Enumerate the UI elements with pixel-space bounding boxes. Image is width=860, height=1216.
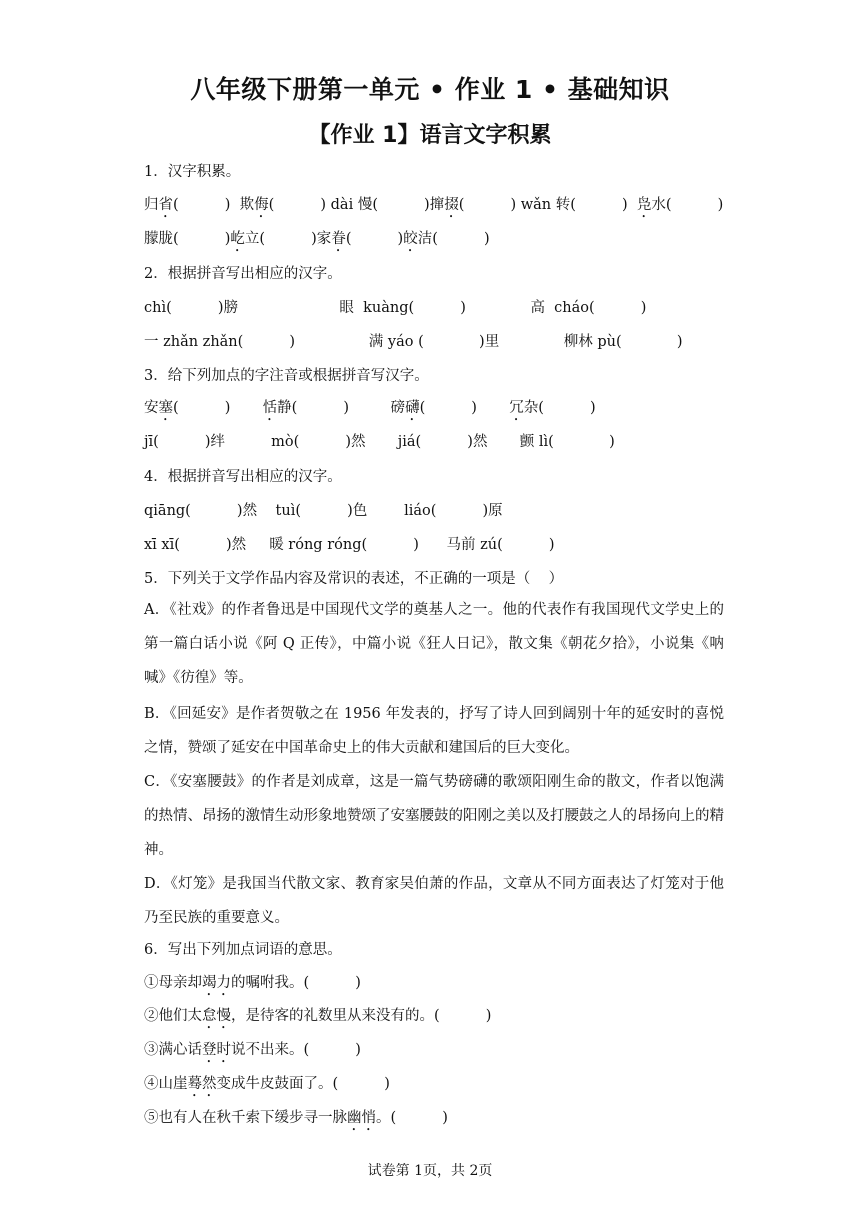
q4-row1: qiāng( )然 tuì( )色 liáo( )原 <box>144 503 503 519</box>
q3-prompt: 3．给下列加点的字注音或根据拼音写汉字。 <box>144 368 429 384</box>
q5-option-c: C．《安塞腰鼓》的作者是刘成章，这是一篇气势磅礴的歌颂阳刚生命的散文，作者以饱满的热情、昂扬的激情生动形象地赞颂了安塞腰鼓的阳刚之美以及打腰鼓之人的昂扬向上的精神。 <box>144 774 724 858</box>
q4-prompt: 4．根据拼音写出相应的汉字。 <box>144 469 342 485</box>
q5-prompt: 5．下列关于文学作品内容及常识的表述，不正确的一项是（ ） <box>144 571 564 587</box>
q4-row2: xī xī( )然 暖 róng róng( ) 马前 zú( ) <box>144 537 555 553</box>
q1-prompt: 1．汉字积累。 <box>144 164 241 180</box>
section-subtitle: 【作业 1】语言文字积累 <box>308 123 552 148</box>
q1-row1: 归省( ) 欺侮( ) dài 慢( )撺掇( ) wǎn 转( ) 凫水( ) <box>144 197 724 213</box>
q2-prompt: 2．根据拼音写出相应的汉字。 <box>144 266 342 282</box>
q6-prompt: 6．写出下列加点词语的意思。 <box>144 942 342 958</box>
q6-item: ⑤也有人在秋千索下缓步寻一脉幽悄。( ) <box>144 1110 448 1126</box>
q6-item: ③满心话登时说不出来。( ) <box>144 1042 361 1058</box>
q2-row2: 一 zhǎn zhǎn( ) 满 yáo ( )里 柳林 pù( ) <box>144 334 683 350</box>
q3-row1: 安塞( ) 恬静( ) 磅礴( ) 冗杂( ) <box>144 400 596 416</box>
q6-item: ④山崖蓦然变成牛皮鼓面了。( ) <box>144 1076 390 1092</box>
q6-item: ①母亲却竭力的嘱咐我。( ) <box>144 975 361 991</box>
page-title: 八年级下册第一单元 • 作业 1 • 基础知识 <box>190 75 670 104</box>
q6-item: ②他们太怠慢，是待客的礼数里从来没有的。( ) <box>144 1008 492 1024</box>
q5-option-b: B．《回延安》是作者贺敬之在 1956 年发表的，抒写了诗人回到阔别十年的延安时的喜悦之情，赞颂了延安在中国革命史上的伟大贡献和建国后的巨大变化。 <box>144 706 724 756</box>
q3-row2: jī( )绊 mò( )然 jiá( )然 颤 lì( ) <box>144 434 615 450</box>
q5-option-a: A．《社戏》的作者鲁迅是中国现代文学的奠基人之一。他的代表作有我国现代文学史上的第一篇白话小说《阿 Q 正传》，中篇小说《狂人日记》，散文集《朝花夕拾》，小说集《呐喊》《彷徨》等。 <box>144 602 724 686</box>
page-footer: 试卷第 1页，共 2页 <box>367 1163 493 1179</box>
q1-row2: 朦胧( )屹立( )家眷( )皎洁( ) <box>144 231 490 247</box>
q2-row1: chì( )膀 眼 kuàng( ) 高 cháo( ) <box>144 300 647 316</box>
q5-option-d: D．《灯笼》是我国当代散文家、教育家吴伯萧的作品，文章从不同方面表达了灯笼对于他乃至民族的重要意义。 <box>144 876 724 926</box>
